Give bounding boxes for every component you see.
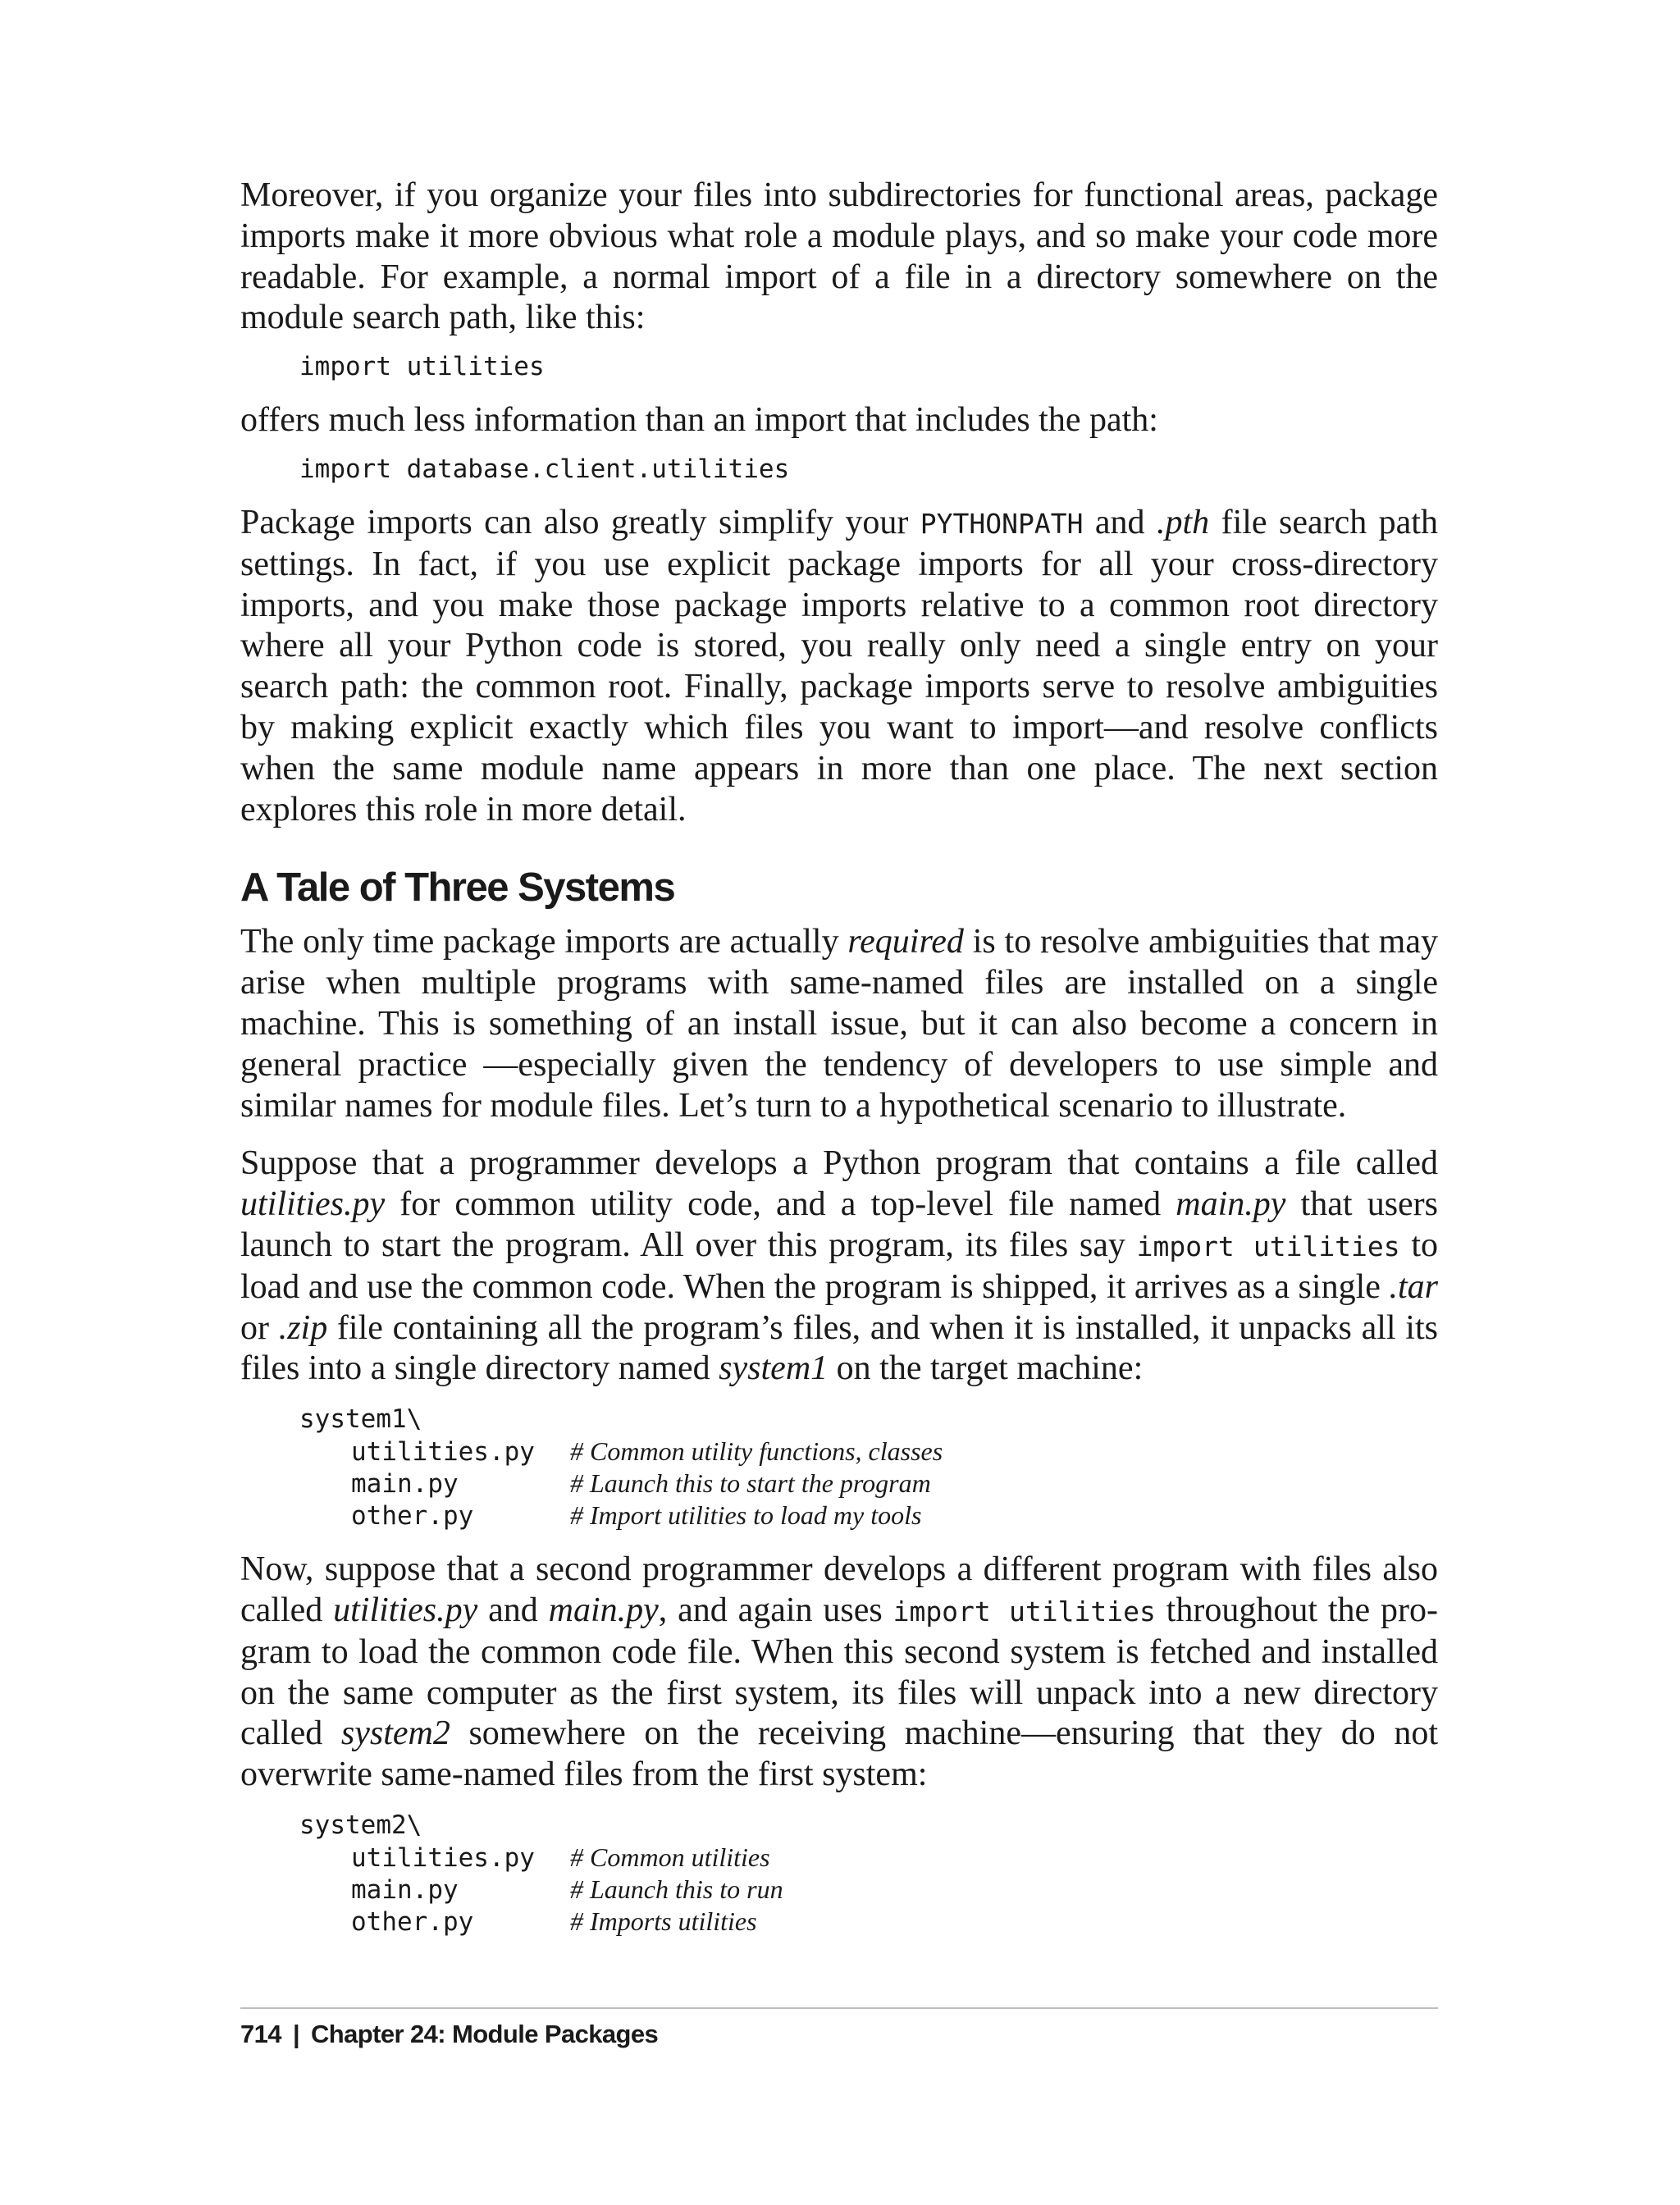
code-block-import-path: import database.client.utilities [299,454,790,484]
emphasis-zip: .zip [278,1308,328,1347]
text-run: and [477,1591,549,1629]
file-row [299,1500,1438,1532]
directory-label: system1\ [299,1404,422,1435]
text-run: is to resolve ambiguities that may arise when multiple programs with same-named files are installed on a single machine. This is something of an install issue, but it can also become a concern in general practice —especially given the tendency of developers to use simple and similar names for module files. Let’s turn to a hypothetical scenario to illustrate. [240,923,1438,1125]
footer-separator: | [292,2020,300,2048]
text-run: The only time package imports are actually [240,923,848,961]
text-run: Suppose that a programmer develops a Python program that contains a file called [240,1144,1438,1183]
file-row [299,1906,1438,1938]
file-row [299,1468,1438,1500]
directory-label: system2\ [299,1810,422,1840]
text-run: , and again uses [658,1591,893,1629]
code-block-import-utilities: import utilities [299,352,545,382]
footer-divider [240,2007,1438,2009]
paragraph-package-imports [240,503,1438,830]
emphasis-utilities-py: utilities.py [240,1185,386,1224]
text-run: and [1083,503,1157,541]
emphasis-tar: .tar [1389,1267,1438,1306]
text-run: Now, suppose that a second programmer develops a different program with files also called [240,1550,1438,1629]
file-comment: # Common utilities [570,1842,770,1872]
emphasis-main-py: main.py [1176,1185,1286,1224]
directory-name [299,1404,1438,1436]
file-row [299,1436,1438,1468]
text-run: on the target machine: [828,1349,1144,1388]
text-run: or [240,1308,279,1347]
file-name: utilities.py [351,1842,535,1873]
paragraph-required [240,922,1438,1126]
file-row [299,1842,1438,1874]
paragraph-offers: offers much less information than an import that includes the path: [240,401,1158,440]
file-comment: # Common utility functions, classes [570,1436,943,1467]
emphasis-main-py: main.py [548,1591,659,1629]
paragraph-second-programmer [240,1550,1438,1796]
emphasis-system2: system2 [340,1714,450,1753]
file-comment: # Imports utilities [570,1906,757,1936]
file-name: other.py [351,1501,474,1532]
inline-code-import-utilities: import utilities [1136,1230,1400,1262]
page-footer [240,2020,658,2049]
directory-name [299,1810,1438,1842]
file-comment: # Import utilities to load my tools [570,1500,922,1531]
text-run: file search path settings. In fact, if you use explicit package imports for all your cross-directory imports, and you make those package imports relative to a common root directory where all your Python code is stored, you really only need a single entry on your search path: the common root. Finally, package imports serve to resolve ambiguities by making explicit exactly which files you want to import—and resolve conflicts when the same module name appears in more than one place. The next section explores this role in more detail. [240,503,1438,829]
text-run: for common utility code, and a top-level file named [385,1185,1176,1224]
text-run: throughout the program to load the common code file. When this second system is fetched and installed on the same computer as the first system, its files will unpack into a new directory called [240,1591,1438,1753]
emphasis-system1: system1 [719,1349,829,1388]
file-comment: # Launch this to run [570,1874,783,1904]
paragraph-intro: Moreover, if you organize your files into subdirectories for functional areas, package imports make it more obvious what role a module plays, and so make your code more readable. For example, a normal import of a file in a directory somewhere on the module search path, like this: [240,176,1438,337]
inline-code-pythonpath: PYTHONPATH [920,507,1084,540]
text-run: file containing all the program’s files, and when it is installed, it unpacks all its files into a single directory named [240,1308,1438,1388]
paragraph-suppose [240,1144,1438,1390]
text-run: that users launch to start the program. All over this program, its files say [240,1185,1439,1264]
file-name: other.py [351,1906,474,1937]
file-row [299,1874,1438,1906]
file-name: utilities.py [351,1437,535,1468]
emphasis-required: required [847,923,964,961]
text-run: to load and use the common code. When the program is shipped, it arrives as a single [240,1226,1439,1306]
page-content [240,176,1438,1938]
chapter-title: Chapter 24: Module Packages [311,2020,659,2048]
section-heading: A Tale of Three Systems [240,865,675,911]
directory-listing-system2 [240,1810,1438,1938]
page-number: 714 [240,2020,281,2048]
directory-listing-system1 [240,1404,1438,1532]
emphasis-pth: .pth [1156,503,1210,541]
file-comment: # Launch this to start the program [570,1468,931,1499]
file-name: main.py [351,1469,459,1500]
file-name: main.py [351,1874,459,1905]
text-run: Package imports can also greatly simplify your [240,503,920,541]
inline-code-import-utilities: import utilities [892,1595,1156,1628]
emphasis-utilities-py: utilities.py [333,1591,478,1629]
text-run: somewhere on the receiving machine—ensuring that they do not overwrite same-named files from the first system: [240,1714,1438,1794]
